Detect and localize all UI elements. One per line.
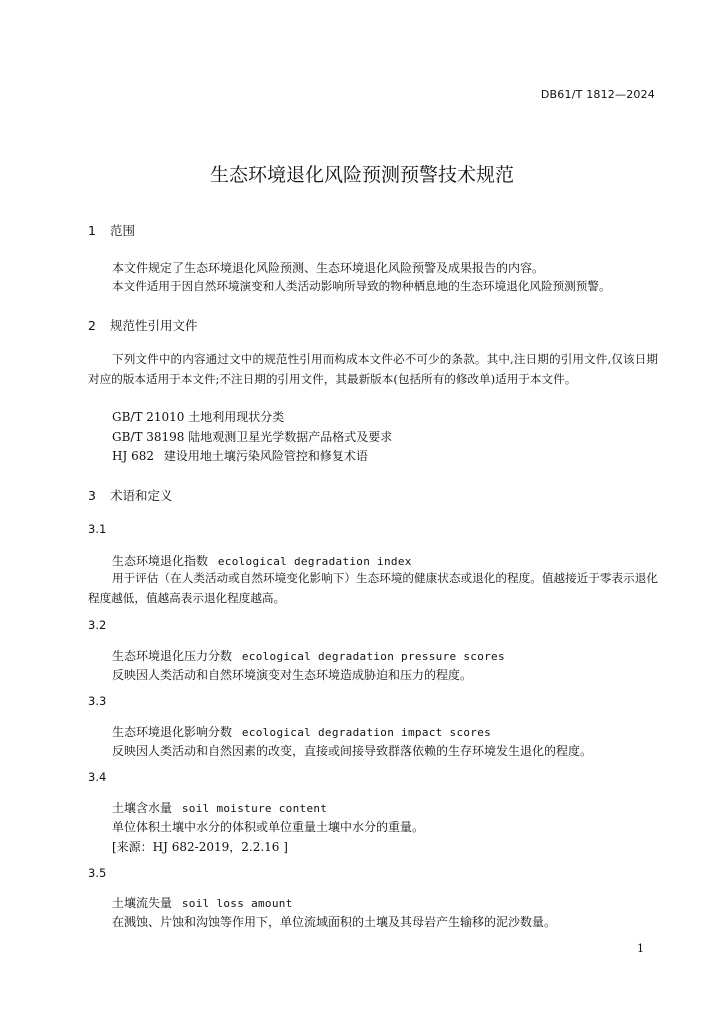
term-chinese: 生态环境退化影响分数 <box>112 725 233 739</box>
term-definition: 在溅蚀、片蚀和沟蚀等作用下，单位流域面积的土壤及其母岩产生输移的泥沙数量。 <box>112 915 557 929</box>
term-definition: 反映因人类活动和自然因素的改变，直接或间接导致群落依赖的生存环境发生退化的程度。 <box>112 744 593 758</box>
reference-name: 建设用地土壤污染风险管控和修复术语 <box>163 449 368 463</box>
term-entry <box>112 647 505 664</box>
document-title: 生态环境退化风险预测预警技术规范 <box>209 164 514 186</box>
term-definition: 单位体积土壤中水分的体积或单位重量土壤中水分的重量。 <box>112 820 425 834</box>
reference-item <box>112 428 392 445</box>
term-definition: 用于评估（在人类活动或自然环境变化影响下）生态环境的健康状态或退化的程度。值越接近于零表示退化程度越低，值越高表示退化程度越高。 <box>88 571 658 605</box>
term-number: 3.5 <box>88 866 107 880</box>
section-title: 术语和定义 <box>109 488 173 503</box>
term-english: soil moisture content <box>181 802 328 815</box>
term-definition: 反映因人类活动和自然环境演变对生态环境造成胁迫和压力的程度。 <box>112 668 473 682</box>
term-chinese: 土壤含水量 <box>112 801 173 815</box>
reference-name: 陆地观测卫星光学数据产品格式及要求 <box>188 430 393 444</box>
term-number: 3.3 <box>88 694 107 708</box>
term-english: soil loss amount <box>181 897 293 910</box>
paragraph: 本文件规定了生态环境退化风险预测、生态环境退化风险预警及成果报告的内容。 <box>112 261 545 275</box>
section-1-heading <box>88 221 135 239</box>
standard-code-header: DB61/T 1812—2024 <box>540 88 655 101</box>
term-number: 3.1 <box>88 522 107 536</box>
term-entry <box>112 894 293 911</box>
term-entry <box>112 799 327 816</box>
term-entry <box>112 723 491 740</box>
reference-item <box>112 447 368 464</box>
term-source: [来源：HJ 682-2019，2.2.16 ] <box>112 840 288 854</box>
intro-paragraph: 下列文件中的内容通过文中的规范性引用而构成本文件必不可少的条款。其中,注日期的引用文件,仅该日期对应的版本适用于本文件;不注日期的引用文件，其最新版本(包括所有的修改单)适用于本文件。 <box>88 352 658 386</box>
term-chinese: 生态环境退化指数 <box>112 554 209 568</box>
reference-code: GB/T 21010 <box>112 410 185 424</box>
term-english: ecological degradation impact scores <box>241 726 492 739</box>
section-title: 规范性引用文件 <box>109 318 198 333</box>
reference-item <box>112 408 284 425</box>
term-chinese: 土壤流失量 <box>112 896 173 910</box>
term-english: ecological degradation pressure scores <box>241 650 505 663</box>
section-2-heading <box>88 316 198 334</box>
term-number: 3.4 <box>88 770 107 784</box>
section-number: 1 <box>88 223 96 238</box>
term-chinese: 生态环境退化压力分数 <box>112 649 233 663</box>
term-number: 3.2 <box>88 618 107 632</box>
term-entry <box>112 552 412 569</box>
section-number: 2 <box>88 318 96 333</box>
reference-code: HJ 682 <box>112 449 154 463</box>
section-number: 3 <box>88 488 96 503</box>
paragraph: 本文件适用于因自然环境演变和人类活动影响所导致的物种栖息地的生态环境退化风险预测预警。 <box>112 279 611 293</box>
term-english: ecological degradation index <box>217 555 412 568</box>
section-3-heading <box>88 486 173 504</box>
page-number: 1 <box>637 942 644 955</box>
section-title: 范围 <box>109 223 135 238</box>
reference-code: GB/T 38198 <box>112 430 185 444</box>
reference-name: 土地利用现状分类 <box>188 410 285 424</box>
